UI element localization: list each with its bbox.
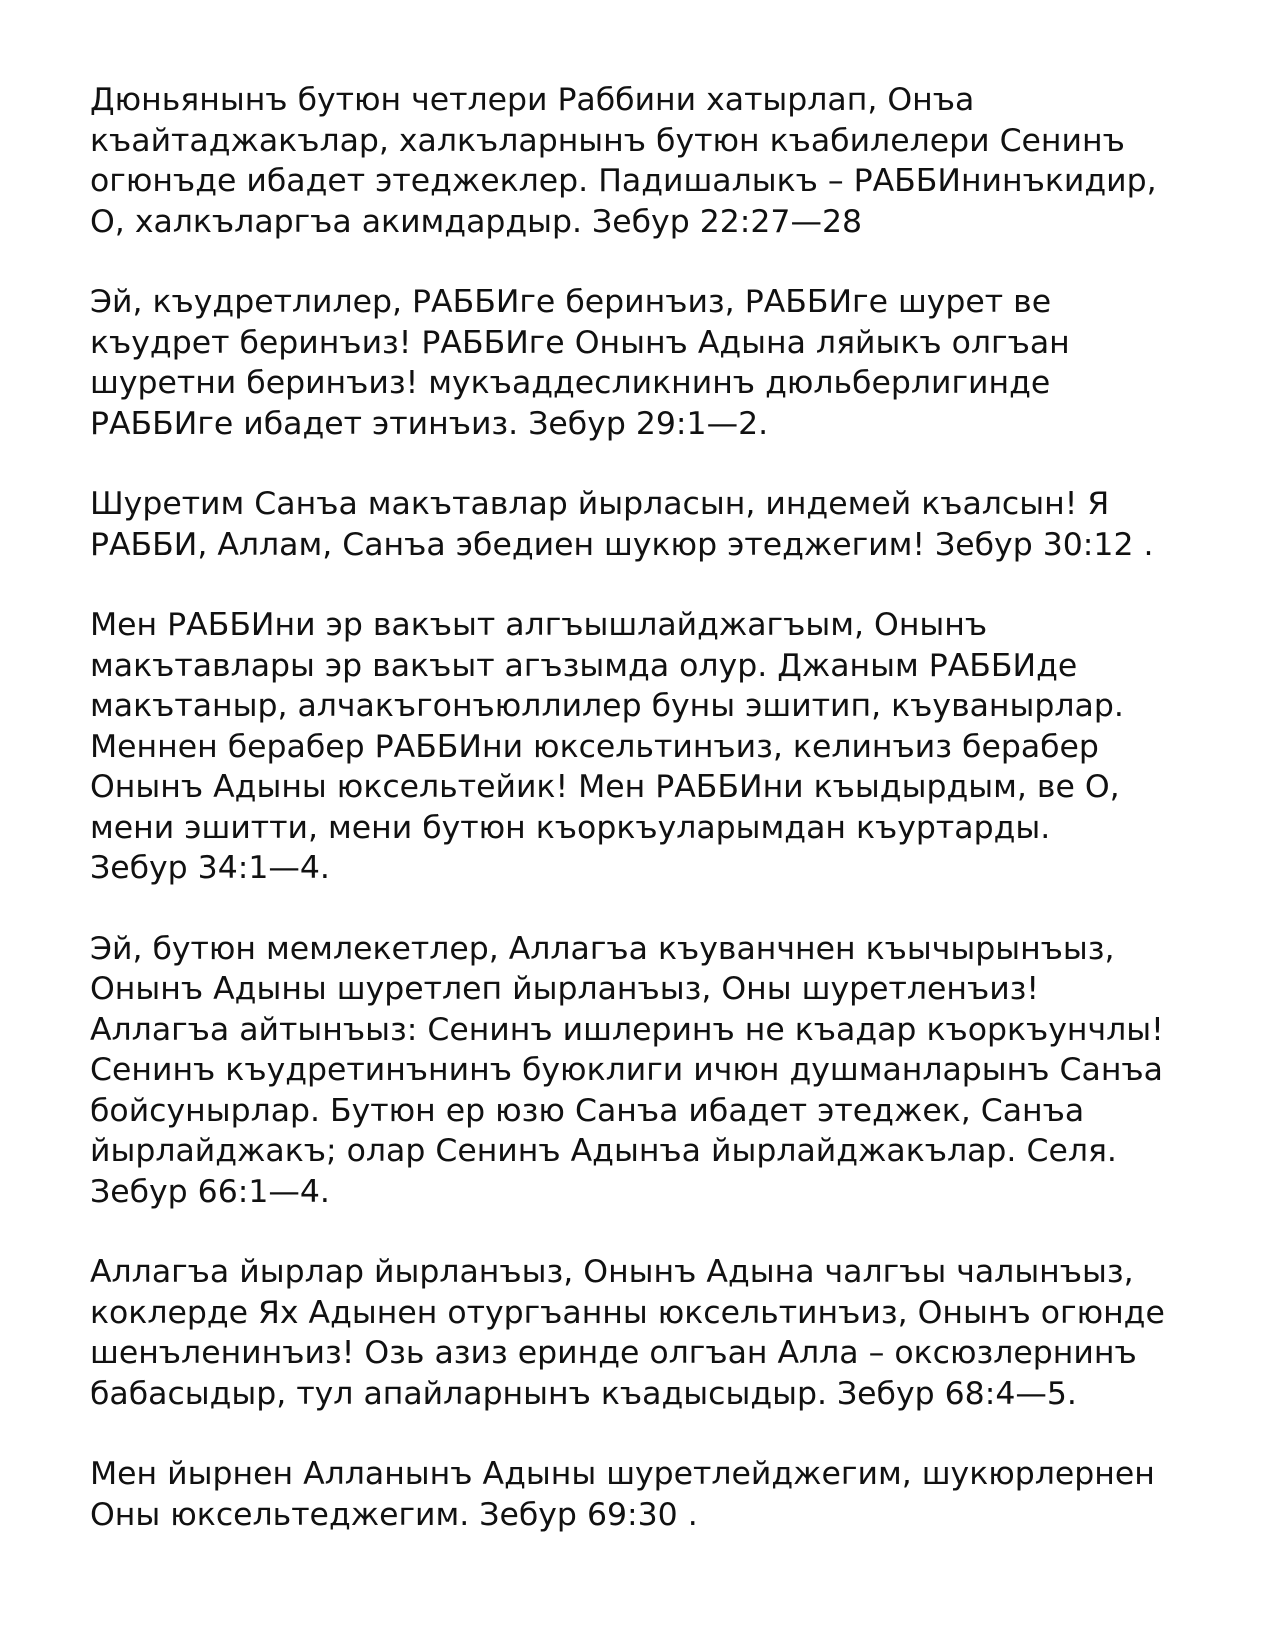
verse-paragraph-7: Мен йырнен Алланынъ Адыны шуретлейджегим, шукюрлернен Оны юксельтеджегим. Зебур 69:30 . [90, 1456, 1155, 1533]
verse-paragraph-4: Мен РАББИни эр вакъыт алгъышлайджагъым, Онынъ макътавлары эр вакъыт агъзымда олур. Джаным РАББИде макътаныр, алчакъгонъюллилер буны эшитип, къуванырлар. Меннен берабер РАББИни юксельтинъиз, келинъиз берабер Онынъ Адыны юксельтейик! Мен РАББИни къыдырдым, ве О, мени эшитти, мени бутюн къоркъуларымдан къуртарды. Зебур 34:1—4. [90, 607, 1124, 886]
verse-paragraph-3: Шуретим Санъа макътавлар йырласын, индемей къалсын! Я РАББИ, Аллам, Санъа эбедиен шукюр этеджегим! Зебур 30:12 . [90, 486, 1154, 563]
verse-paragraph-2: Эй, къудретлилер, РАББИге беринъиз, РАББИге шурет ве къудрет беринъиз! РАББИге Онынъ Адына ляйыкъ олгъан шуретни беринъиз! мукъаддесликнинъ дюльберлигинде РАББИге ибадет этинъиз. Зебур 29:1—2. [90, 284, 1070, 442]
verse-paragraph-5: Эй, бутюн мемлекетлер, Аллагъа къуванчнен къычырынъыз, Онынъ Адыны шуретлеп йырланъыз, Оны шуретленъиз! Аллагъа айтынъыз: Сенинъ ишлеринъ не къадар къоркъунчлы! Сенинъ къудретинънинъ буюклиги ичюн душманларынъ Санъа бойсунырлар. Бутюн ер юзю Санъа ибадет этеджек, Санъа йырлайджакъ; олар Сенинъ Адынъа йырлайджакълар. Селя. Зебур 66:1—4. [90, 930, 1164, 1210]
verse-paragraph-1: Дюньянынъ бутюн четлери Раббини хатырлап, Онъа къайтаджакълар, халкъларнынъ бутюн къабилелери Сенинъ огюнъде ибадет этеджеклер. Падишалыкъ – РАББИнинъкидир, О, халкъларгъа акимдардыр. Зебур 22:27—28 [90, 82, 1157, 240]
verse-paragraph-6: Аллагъа йырлар йырланъыз, Онынъ Адына чалгъы чалынъыз, коклерде Ях Адынен отургъанны юксельтинъиз, Онынъ огюнде шенъленинъиз! Озь азиз еринде олгъан Алла – оксюзлернинъ бабасыдыр, тул апайларнынъ къадысыдыр. Зебур 68:4—5. [90, 1254, 1165, 1412]
text-body [90, 80, 1200, 1575]
